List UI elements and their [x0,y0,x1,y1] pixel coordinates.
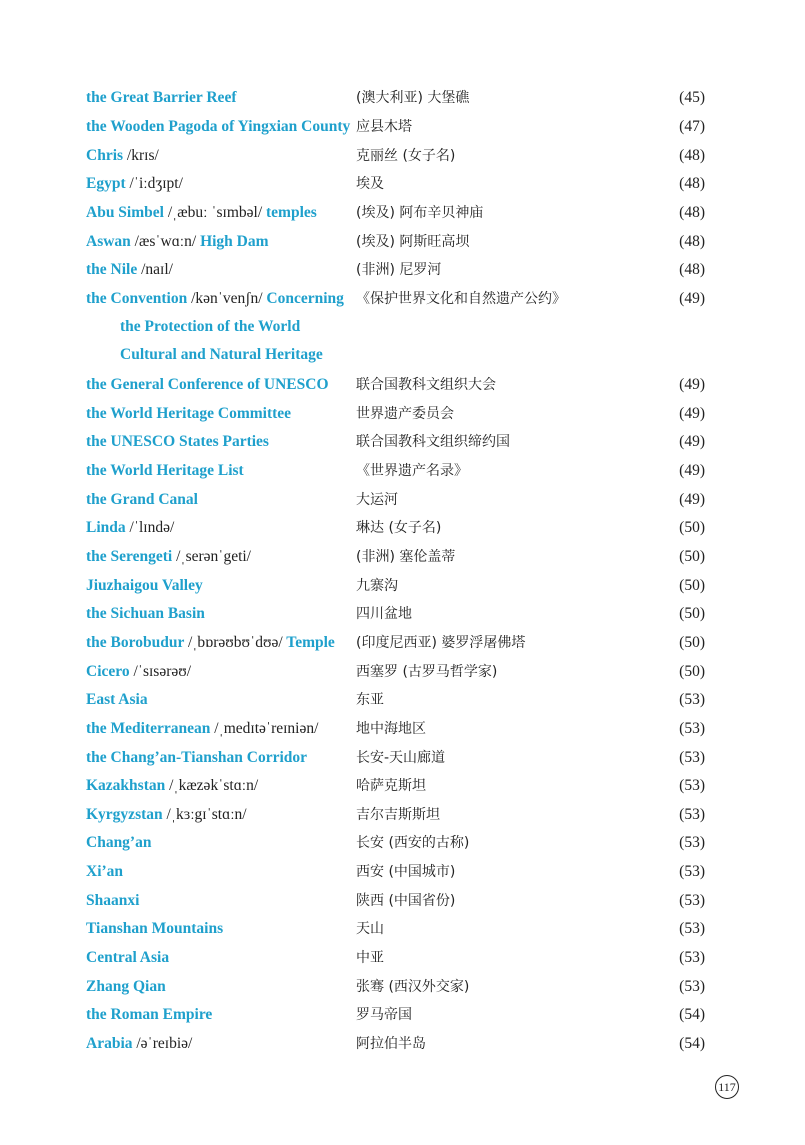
term: Xi’an [86,863,124,880]
chinese-translation: 应县木塔 [356,119,412,135]
chinese-translation: (澳大利亚) 大堡礁 [356,90,470,106]
chinese-translation: (非洲) 尼罗河 [356,262,442,278]
glossary-entry [0,400,805,428]
chinese-translation: (印度尼西亚) 婆罗浮屠佛塔 [356,635,526,651]
glossary-entry [0,543,805,571]
chinese-translation: 中亚 [356,950,384,966]
pronunciation: /krɪs/ [126,147,159,164]
glossary-entry [0,658,805,686]
chinese-translation: 琳达 (女子名) [356,520,442,536]
chinese-translation: 联合国教科文组织缔约国 [356,434,510,450]
glossary-entry [0,572,805,600]
term: Zhang Qian [86,978,166,995]
term-cell [86,858,123,886]
page-reference: (50) [679,548,705,565]
page-reference: (50) [679,663,705,680]
chinese-translation: 《世界遗产名录》 [356,463,468,479]
term-cell [86,944,169,972]
term-cell [86,228,269,256]
glossary-entry [0,371,805,399]
page-reference: (53) [679,720,705,737]
term: Kyrgyzstan [86,806,163,823]
chinese-translation: 张骞 (西汉外交家) [356,979,470,995]
term: the Grand Canal [86,491,198,508]
page-reference: (53) [679,806,705,823]
pronunciation: /kənˈvenʃn/ [191,290,263,307]
chinese-translation: 罗马帝国 [356,1007,412,1023]
page-reference: (53) [679,777,705,794]
chinese-translation: 吉尔吉斯斯坦 [356,807,440,823]
page-reference: (49) [679,462,705,479]
term-cell [86,285,344,369]
page-reference: (53) [679,749,705,766]
glossary-entry [0,600,805,628]
term-cell [86,256,173,284]
page-reference: (54) [679,1035,705,1052]
term: Tianshan Mountains [86,920,224,937]
chinese-translation: 天山 [356,921,384,937]
term: Jiuzhaigou Valley [86,577,203,594]
term: Linda [86,519,126,536]
page-reference: (53) [679,978,705,995]
glossary-entry [0,428,805,456]
pronunciation: /ˌkæzəkˈstɑːn/ [169,777,259,794]
pronunciation: /æsˈwɑːn/ [134,233,197,250]
chinese-translation: 大运河 [356,492,398,508]
page-reference: (49) [679,491,705,508]
term-cell [86,371,329,399]
page-reference: (49) [679,405,705,422]
chinese-translation: 四川盆地 [356,606,412,622]
chinese-translation: 《保护世界文化和自然遗产公约》 [356,291,566,307]
term: Arabia [86,1035,133,1052]
chinese-translation: 长安-天山廊道 [356,750,446,766]
term: the World Heritage Committee [86,405,292,422]
page-reference: (50) [679,605,705,622]
chinese-translation: (埃及) 阿布辛贝神庙 [356,205,484,221]
term-continued: temples [266,204,317,221]
pronunciation: /ˌkɜːgɪˈstɑːn/ [166,806,247,823]
pronunciation: /ˌæbuː ˈsɪmbəl/ [167,204,263,221]
term-cell [86,84,236,112]
term-cell [86,686,148,714]
glossary-entry [0,801,805,829]
term: Shaanxi [86,892,140,909]
chinese-translation: 长安 (西安的古称) [356,835,470,851]
term-cell [86,1001,212,1029]
term: East Asia [86,691,148,708]
term: the Convention [86,290,188,307]
chinese-translation: 陕西 (中国省份) [356,893,456,909]
glossary-entry [0,285,805,363]
page-reference: (49) [679,376,705,393]
term-cell [86,514,174,542]
term-continued: High Dam [200,233,269,250]
term: Egypt [86,175,126,192]
page-reference: (53) [679,863,705,880]
term-cell [86,572,203,600]
term: Abu Simbel [86,204,164,221]
glossary-entry [0,170,805,198]
term-continued: Concerning [266,290,344,307]
term-cell [86,829,151,857]
term-cell [86,744,307,772]
term-cell [86,973,166,1001]
pronunciation: /əˈreɪbiə/ [136,1035,193,1052]
chinese-translation: 地中海地区 [356,721,426,737]
page-reference: (53) [679,949,705,966]
term-cell [86,629,335,657]
page-reference: (53) [679,691,705,708]
term: Chang’an [86,834,152,851]
term-cell [86,715,318,743]
page-reference: (53) [679,892,705,909]
page-reference: (48) [679,261,705,278]
glossary-entry [0,486,805,514]
pronunciation: /ˈiːdʒɪpt/ [129,175,183,192]
page-number: 117 [715,1075,739,1099]
term-cell [86,801,247,829]
page-reference: (50) [679,634,705,651]
term: the Serengeti [86,548,173,565]
term-cell [86,170,183,198]
chinese-translation: 埃及 [356,176,384,192]
page-reference: (49) [679,290,705,307]
page-reference: (49) [679,433,705,450]
term-cell [86,428,269,456]
glossary-entry [0,915,805,943]
term-cell [86,400,291,428]
glossary-entry [0,256,805,284]
term-continued: Temple [286,634,335,651]
term-cell [86,600,205,628]
page-reference: (54) [679,1006,705,1023]
glossary-entry [0,629,805,657]
glossary-entry [0,142,805,170]
term-cell [86,142,159,170]
page-reference: (50) [679,519,705,536]
term: Central Asia [86,949,170,966]
page-reference: (45) [679,89,705,106]
glossary-entry [0,772,805,800]
term: the Sichuan Basin [86,605,205,622]
page-reference: (48) [679,233,705,250]
term: the Roman Empire [86,1006,213,1023]
term-cell [86,113,350,141]
glossary-entry [0,199,805,227]
pronunciation: /ˌmedɪtəˈreɪniən/ [214,720,319,737]
glossary-entry [0,973,805,1001]
term-continuation-line: Cultural and Natural Heritage [120,346,323,363]
term-cell [86,915,223,943]
pronunciation: /ˌserənˈgeti/ [176,548,251,565]
term: the Nile [86,261,138,278]
term: Kazakhstan [86,777,166,794]
page-reference: (53) [679,920,705,937]
page-reference: (53) [679,834,705,851]
pronunciation: /ˈlɪndə/ [129,519,175,536]
glossary-entry [0,113,805,141]
chinese-translation: 克丽丝 (女子名) [356,148,456,164]
glossary-entry [0,887,805,915]
glossary-entry [0,84,805,112]
chinese-translation: (埃及) 阿斯旺高坝 [356,234,470,250]
term-continuation-line: the Protection of the World [120,318,301,335]
term-cell [86,486,198,514]
chinese-translation: 联合国教科文组织大会 [356,377,496,393]
chinese-translation: 西安 (中国城市) [356,864,456,880]
chinese-translation: 西塞罗 (古罗马哲学家) [356,664,498,680]
term-cell [86,658,191,686]
page-reference: (48) [679,147,705,164]
glossary-entry [0,686,805,714]
term: Chris [86,147,124,164]
chinese-translation: 哈萨克斯坦 [356,778,426,794]
page-reference: (47) [679,118,705,135]
term-cell [86,887,139,915]
pronunciation: /ˌbɒrəʊbʊˈdʊə/ [187,634,283,651]
glossary-entry [0,1001,805,1029]
term: the World Heritage List [86,462,244,479]
term-cell [86,199,317,227]
term-cell [86,772,258,800]
glossary-entry [0,228,805,256]
term: the Mediterranean [86,720,211,737]
term: the Great Barrier Reef [86,89,237,106]
glossary-entry [0,715,805,743]
glossary-entry [0,858,805,886]
term: the General Conference of UNESCO [86,376,329,393]
chinese-translation: 九寨沟 [356,578,398,594]
glossary-entry [0,1030,805,1058]
page-reference: (48) [679,204,705,221]
chinese-translation: 阿拉伯半岛 [356,1036,426,1052]
chinese-translation: (非洲) 塞伦盖蒂 [356,549,456,565]
term: Aswan [86,233,131,250]
chinese-translation: 世界遗产委员会 [356,406,454,422]
glossary-entry [0,457,805,485]
term: the UNESCO States Parties [86,433,269,450]
glossary-entry [0,744,805,772]
chinese-translation: 东亚 [356,692,384,708]
glossary-entry [0,944,805,972]
term-cell [86,543,251,571]
page-reference: (50) [679,577,705,594]
pronunciation: /naɪl/ [141,261,173,278]
term: the Borobudur [86,634,185,651]
pronunciation: /ˈsɪsərəʊ/ [133,663,192,680]
term: Cicero [86,663,130,680]
term: the Chang’an-Tianshan Corridor [86,749,308,766]
glossary-entry [0,829,805,857]
glossary-entry [0,514,805,542]
term-cell [86,1030,192,1058]
term: the Wooden Pagoda of Yingxian County [86,118,351,135]
page-reference: (48) [679,175,705,192]
term-cell [86,457,244,485]
